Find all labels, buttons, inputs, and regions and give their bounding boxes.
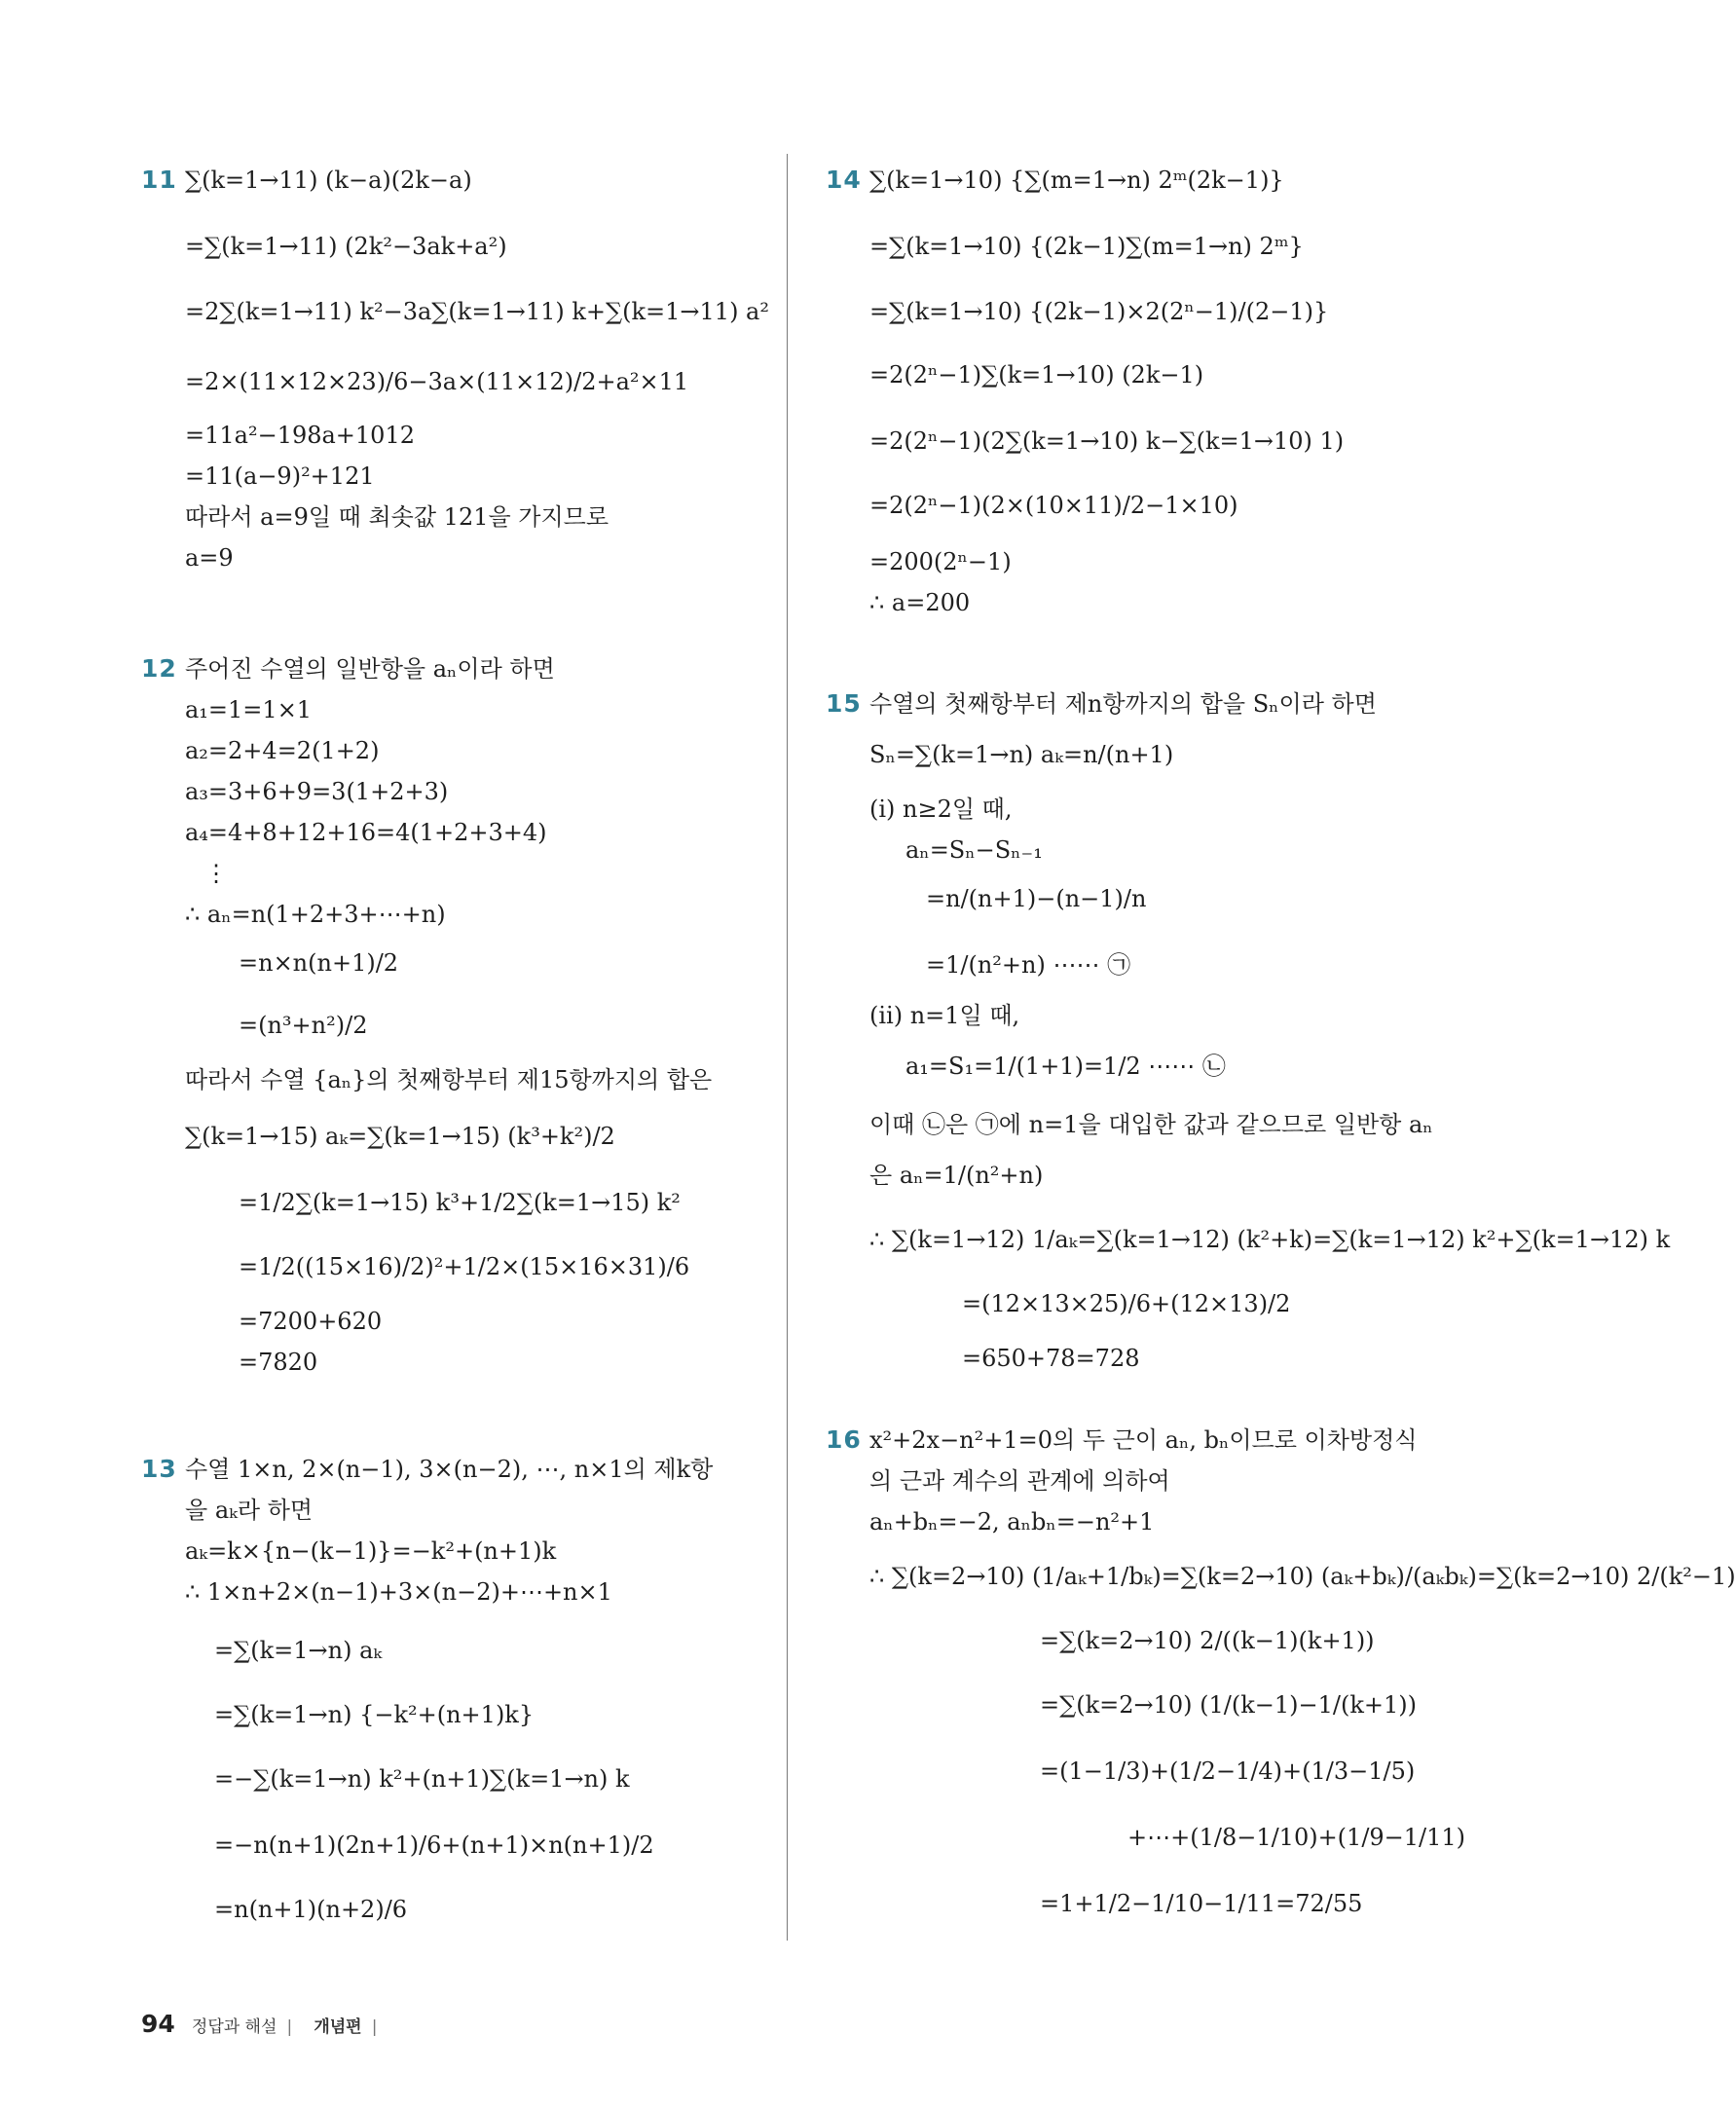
solution-line: ∑(k=1→10) {∑(m=1→n) 2ᵐ(2k−1)} (869, 166, 1284, 194)
solution-line: =∑(k=1→n) aₖ (214, 1637, 383, 1664)
problem-number: 15 (826, 689, 862, 718)
solution-line: =650+78=728 (962, 1345, 1140, 1372)
problem-number: 13 (141, 1455, 177, 1483)
solution-line: =1/2∑(k=1→15) k³+1/2∑(k=1→15) k² (239, 1189, 681, 1216)
solution-line: ∑(k=1→15) aₖ=∑(k=1→15) (k³+k²)/2 (185, 1123, 615, 1150)
solution-line: (ⅰ) n≥2일 때, (869, 796, 1013, 823)
solution-line: 의 근과 계수의 관계에 의하여 (869, 1467, 1170, 1495)
solution-line: =11(a−9)²+121 (185, 462, 375, 490)
solution-line: =2(2ⁿ−1)(2×(10×11)/2−1×10) (869, 492, 1238, 519)
solution-line: =200(2ⁿ−1) (869, 548, 1012, 575)
problem-number: 11 (141, 166, 177, 194)
solution-line: ∴ 1×n+2×(n−1)+3×(n−2)+⋯+n×1 (185, 1578, 612, 1606)
problem-number: 12 (141, 654, 177, 683)
solution-line: aₖ=k×{n−(k−1)}=−k²+(n+1)k (185, 1537, 557, 1565)
solution-line: a₂=2+4=2(1+2) (185, 737, 380, 764)
solution-line: (ⅱ) n=1일 때, (869, 1002, 1020, 1029)
page-number: 94 (141, 2010, 175, 2038)
solution-line: =7820 (239, 1349, 318, 1376)
solution-line: =2(2ⁿ−1)∑(k=1→10) (2k−1) (869, 361, 1204, 388)
page-footer (141, 2010, 382, 2038)
solution-line: 이때 ㉡은 ㉠에 n=1을 대입한 값과 같으므로 일반항 aₙ (869, 1111, 1433, 1138)
solution-line: =n/(n+1)−(n−1)/n (926, 885, 1147, 912)
solution-line: =7200+620 (239, 1308, 383, 1335)
solution-line: 따라서 수열 {aₙ}의 첫째항부터 제15항까지의 합은 (185, 1066, 713, 1093)
solution-line: =n×n(n+1)/2 (239, 949, 399, 977)
solution-line: ∴ ∑(k=2→10) (1/aₖ+1/bₖ)=∑(k=2→10) (aₖ+bₖ)/(aₖbₖ)=∑(k=2→10) 2/(k²−1) (869, 1563, 1736, 1590)
solution-line: =−n(n+1)(2n+1)/6+(n+1)×n(n+1)/2 (214, 1832, 654, 1859)
solution-line: =n(n+1)(n+2)/6 (214, 1896, 408, 1923)
solution-line: 을 aₖ라 하면 (185, 1497, 314, 1524)
solution-line: ∴ aₙ=n(1+2+3+⋯+n) (185, 901, 446, 928)
solution-line: a₁=S₁=1/(1+1)=1/2 ⋯⋯ ㉡ (905, 1053, 1226, 1080)
edition-label: 개념편 (314, 2017, 362, 2037)
solution-line: =∑(k=1→10) {(2k−1)×2(2ⁿ−1)/(2−1)} (869, 298, 1329, 325)
solution-line: =∑(k=1→n) {−k²+(n+1)k} (214, 1701, 535, 1728)
separator: | (286, 2017, 293, 2037)
solution-line: a₃=3+6+9=3(1+2+3) (185, 778, 449, 805)
problem-number: 16 (826, 1425, 862, 1454)
solution-line: aₙ+bₙ=−2, aₙbₙ=−n²+1 (869, 1508, 1155, 1536)
solution-line: a₄=4+8+12+16=4(1+2+3+4) (185, 819, 547, 846)
solution-line: 은 aₙ=1/(n²+n) (869, 1162, 1044, 1189)
solution-line: 수열 1×n, 2×(n−1), 3×(n−2), ⋯, n×1의 제k항 (185, 1456, 714, 1483)
solution-line: a₁=1=1×1 (185, 696, 313, 723)
solution-line: =(n³+n²)/2 (239, 1012, 368, 1039)
solution-line: ⋮ (204, 860, 228, 887)
solution-line: ∑(k=1→11) (k−a)(2k−a) (185, 166, 472, 194)
solution-line: =∑(k=1→10) {(2k−1)∑(m=1→n) 2ᵐ} (869, 233, 1304, 260)
solution-line: =(1−1/3)+(1/2−1/4)+(1/3−1/5) (1040, 1758, 1416, 1785)
solution-line: =1/2((15×16)/2)²+1/2×(15×16×31)/6 (239, 1253, 690, 1280)
solution-line: =∑(k=1→11) (2k²−3ak+a²) (185, 233, 507, 260)
solution-line: 수열의 첫째항부터 제n항까지의 합을 Sₙ이라 하면 (869, 690, 1377, 718)
solution-line: x²+2x−n²+1=0의 두 근이 aₙ, bₙ이므로 이차방정식 (869, 1426, 1418, 1454)
separator: | (371, 2017, 378, 2037)
solution-line: =∑(k=2→10) (1/(k−1)−1/(k+1)) (1040, 1691, 1418, 1719)
solution-line: ∴ a=200 (869, 589, 971, 616)
solution-line: =(12×13×25)/6+(12×13)/2 (962, 1290, 1291, 1317)
solution-line: =1/(n²+n) ⋯⋯ ㉠ (926, 951, 1131, 979)
solution-line: 주어진 수열의 일반항을 aₙ이라 하면 (185, 655, 555, 683)
solution-line: =2×(11×12×23)/6−3a×(11×12)/2+a²×11 (185, 368, 689, 395)
solution-line: =1+1/2−1/10−1/11=72/55 (1040, 1890, 1363, 1917)
column-divider (787, 154, 788, 1941)
book-title: 정답과 해설 (191, 2017, 277, 2037)
solution-line: Sₙ=∑(k=1→n) aₖ=n/(n+1) (869, 741, 1174, 768)
solution-line: ∴ ∑(k=1→12) 1/aₖ=∑(k=1→12) (k²+k)=∑(k=1→12) k²+∑(k=1→12) k (869, 1226, 1671, 1253)
solution-line: =11a²−198a+1012 (185, 422, 415, 449)
solution-line: =2(2ⁿ−1)(2∑(k=1→10) k−∑(k=1→10) 1) (869, 427, 1345, 455)
solution-line: +⋯+(1/8−1/10)+(1/9−1/11) (1127, 1824, 1466, 1851)
solution-line: a=9 (185, 544, 234, 572)
problem-number: 14 (826, 166, 862, 194)
solution-line: =−∑(k=1→n) k²+(n+1)∑(k=1→n) k (214, 1765, 630, 1793)
solution-line: aₙ=Sₙ−Sₙ₋₁ (905, 836, 1043, 864)
solution-line: =2∑(k=1→11) k²−3a∑(k=1→11) k+∑(k=1→11) a² (185, 298, 769, 325)
solution-line: =∑(k=2→10) 2/((k−1)(k+1)) (1040, 1627, 1375, 1654)
solution-line: 따라서 a=9일 때 최솟값 121을 가지므로 (185, 503, 609, 531)
